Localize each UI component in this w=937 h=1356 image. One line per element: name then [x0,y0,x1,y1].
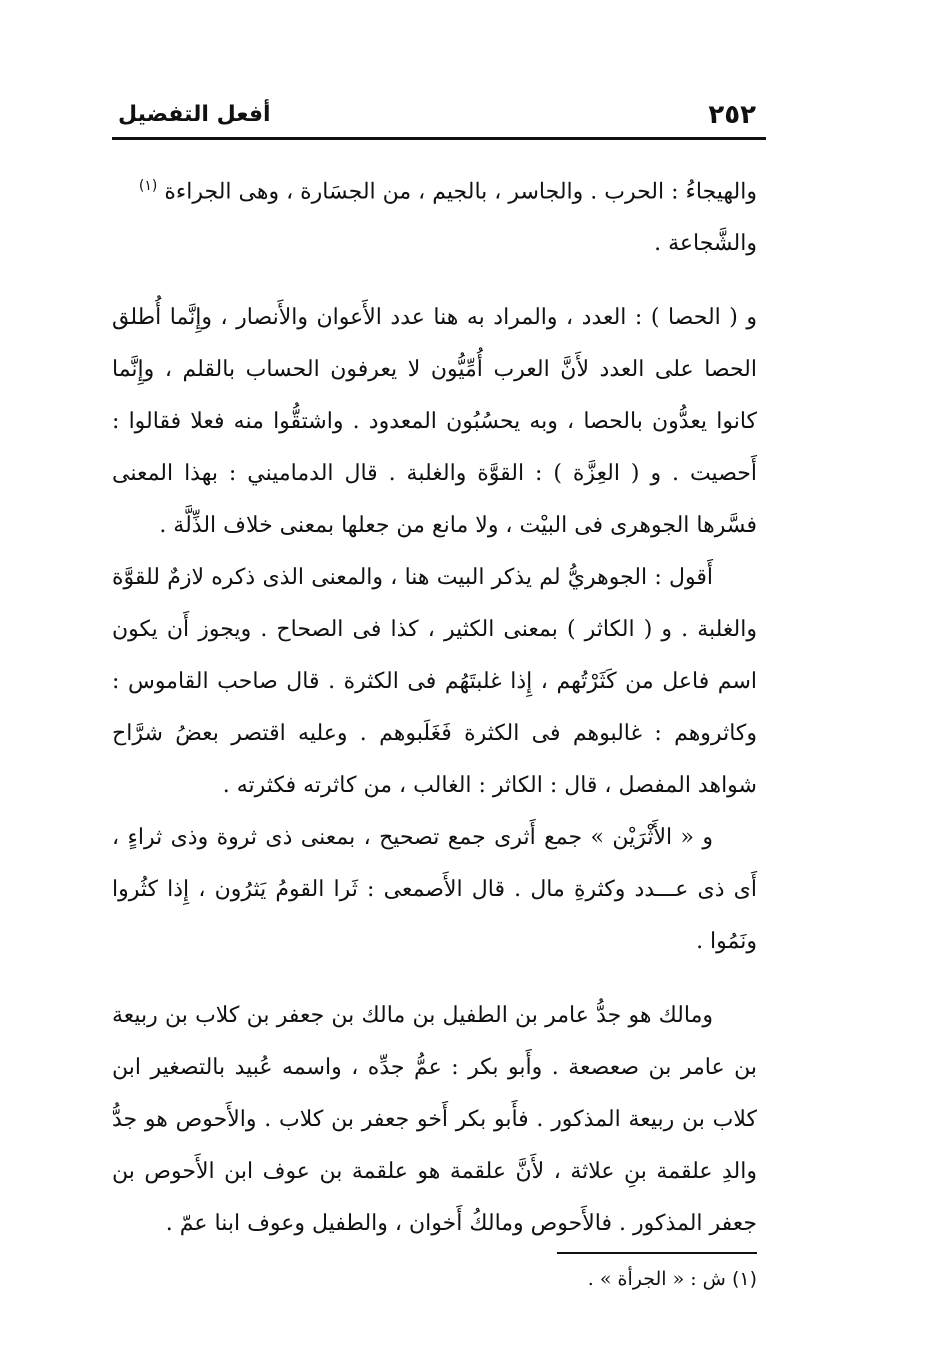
footnote-marker: (١) [731,1268,757,1290]
paragraph-1 [112,160,757,270]
footnote [112,1262,757,1296]
paragraph-gap [112,968,757,990]
footnote-text: ش : « الجرأة » . [587,1268,726,1290]
paragraph-3: أَقول : الجوهريُّ لم يذكر البيت هنا ، والمعنى الذى ذكره لازمٌ للقوَّة والغلبة . و ( الكاثر ) بمعنى الكثير ، كذا فى الصحاح . ويجوز أَن يكون اسم فاعل من كَثَرْتُهم ، إِذا غلبتَهُم فى الكثرة . قال صاحب القاموس : وكاثروهم : غالبوهم فى الكثرة فَغَلَبوهم . وعليه اقتصر بعضُ شرَّاح شواهد المفصل ، قال : الكاثر : الغالب ، من كاثرته فكثرته . [112,565,757,799]
chapter-title: أفعل التفضيل [118,102,271,127]
paragraph-2: و ( الحصا ) : العدد ، والمراد به هنا عدد الأَعوان والأَنصار ، وإِنَّما أُطلق الحصا على العدد لأَنَّ العرب أُمِّيُّون لا يعرفون الحساب بالقلم ، وإِنَّما كانوا يعدُّون بالحصا ، وبه يحسُبُون المعدود . واشتقُّوا منه فعلا فقالوا : أَحصيت . و ( العِزَّة ) : القوَّة والغلبة . قال الدماميني : بهذا المعنى فسَّرها الجوهرى فى البيْت ، ولا مانع من جعلها بمعنى خلاف الذِّلَّة . [112,305,757,539]
paragraph-5: ومالك هو جدُّ عامر بن الطفيل بن مالك بن جعفر بن كلاب بن ربيعة بن عامر بن صعصعة . وأَبو بكر : عمُّ جدِّه ، واسمه عُبيد بالتصغير ابن كلاب بن ربيعة المذكور . فأَبو بكر أَخو جعفر بن كلاب . والأَحوص هو جدُّ والدِ علقمة بنِ علاثة ، لأَنَّ علقمة هو علقمة بن عوف ابن الأَحوص بن جعفر المذكور . فالأَحوص ومالكُ أَخوان ، والطفيل وعوف ابنا عمّ . [112,1003,757,1237]
body-text [112,160,757,1250]
running-header [112,96,766,136]
paragraph-1-text: والهيجاءُ : الحرب . والجاسر ، بالجيم ، من الجسَارة ، وهى الجراءة [164,179,757,205]
footnote-rule [557,1252,757,1254]
header-rule [112,137,766,140]
page-number: ٢٥٢ [708,100,756,130]
footnote-reference: (١) [138,178,158,194]
paragraph-gap [112,270,757,292]
paragraph-1-end: والشَّجاعة . [654,231,757,257]
paragraph-4: و « الأَثْرَيْن » جمع أَثرى جمع تصحيح ، بمعنى ذى ثروة وذى ثراءٍ ، أَى ذى عـــدد وكثرةِ مال . قال الأَصمعى : ثَرا القومُ يَثرُون ، إِذا كثُروا ونَمُوا . [112,825,757,955]
